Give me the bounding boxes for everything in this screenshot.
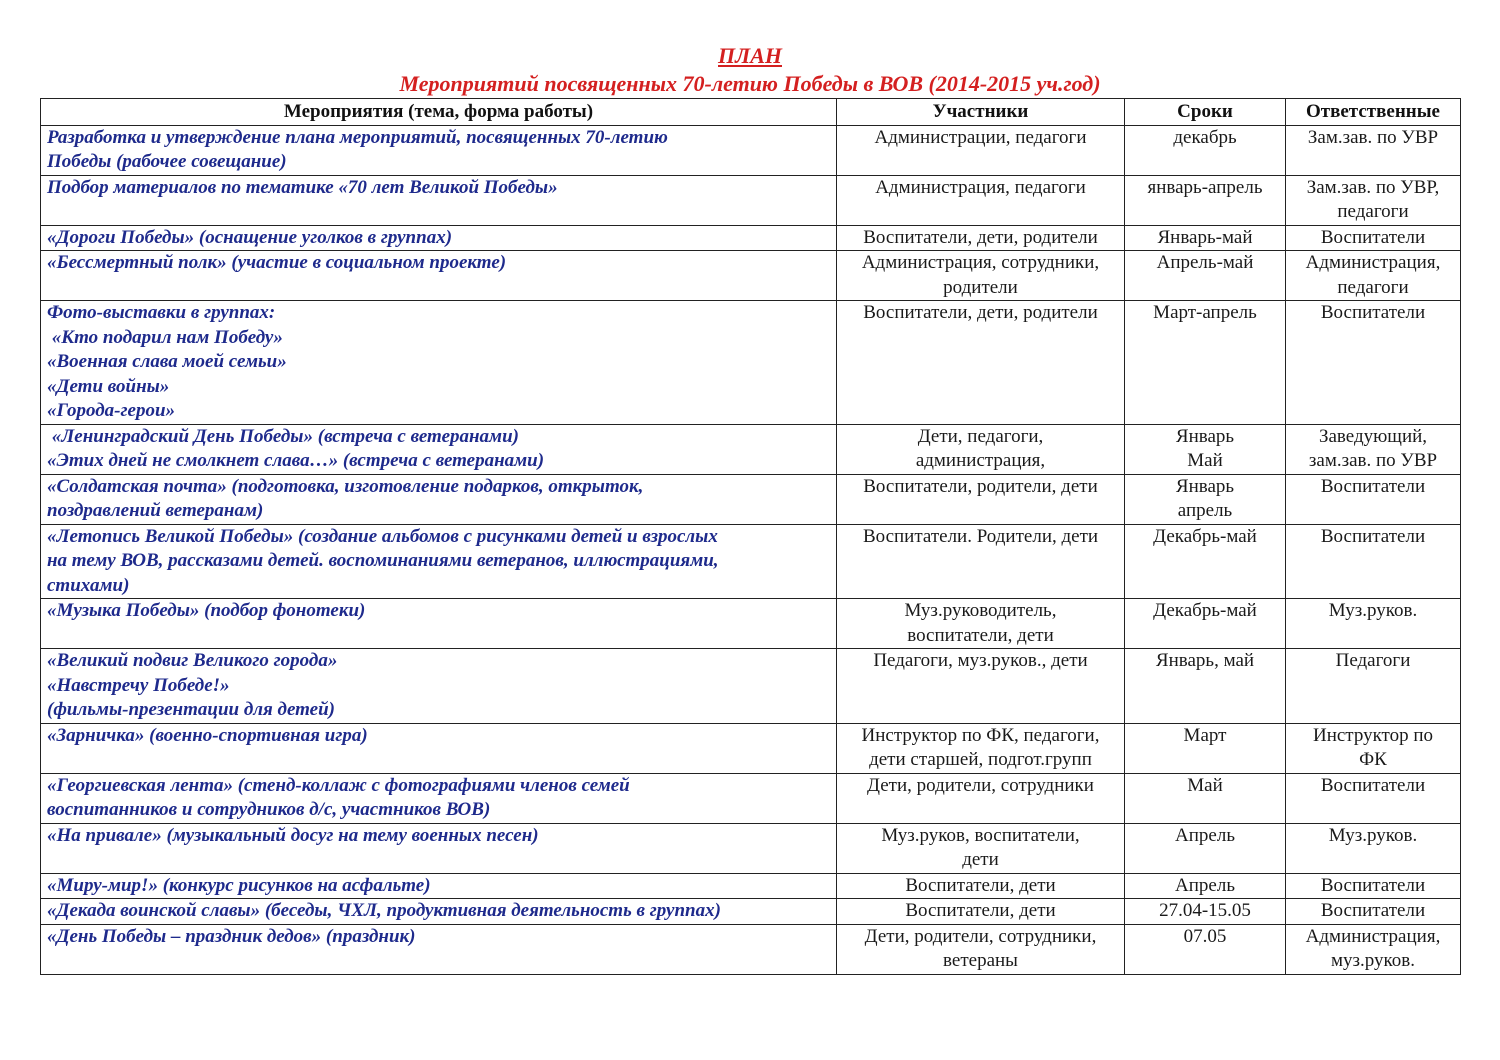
dates-line: Январь, май xyxy=(1155,650,1255,671)
dates-line: Май xyxy=(1187,774,1223,796)
participants-line: дети xyxy=(962,849,999,870)
responsible-line: Муз.руков. xyxy=(1328,824,1418,846)
table-row xyxy=(41,723,1461,773)
responsible-cell xyxy=(1286,474,1461,524)
participants-cell xyxy=(837,125,1125,175)
dates-line: 27.04-15.05 xyxy=(1159,900,1251,921)
event-line: «Летопись Великой Победы» (создание альбомов с рисунками детей и взрослых xyxy=(47,525,718,547)
responsible-cell xyxy=(1286,649,1461,724)
dates-line: Апрель xyxy=(1175,874,1235,896)
participants-line: ветераны xyxy=(943,950,1018,971)
responsible-line: муз.руков. xyxy=(1330,950,1415,971)
table-row xyxy=(41,474,1461,524)
responsible-line: Воспитатели xyxy=(1320,475,1426,497)
participants-line: Муз.руков, воспитатели, xyxy=(881,824,1080,846)
event-cell xyxy=(41,649,837,724)
event-line: «Миру-мир!» (конкурс рисунков на асфальте) xyxy=(47,874,431,896)
event-line: «Этих дней не смолкнет слава…» (встреча с ветеранами) xyxy=(47,450,545,471)
responsible-cell xyxy=(1286,924,1461,974)
responsible-line: Заведующий, xyxy=(1318,425,1428,447)
participants-line: Воспитатели, дети, родители xyxy=(863,302,1098,323)
participants-cell xyxy=(837,823,1125,873)
table-row xyxy=(41,251,1461,301)
event-cell xyxy=(41,599,837,649)
dates-cell xyxy=(1125,899,1286,925)
responsible-cell xyxy=(1286,599,1461,649)
responsible-cell xyxy=(1286,175,1461,225)
dates-cell xyxy=(1125,251,1286,301)
event-line: «Города-герои» xyxy=(47,400,176,421)
table-row xyxy=(41,301,1461,425)
dates-line: 07.05 xyxy=(1183,925,1227,947)
responsible-cell xyxy=(1286,251,1461,301)
dates-cell xyxy=(1125,474,1286,524)
responsible-line: Администрация, xyxy=(1305,925,1441,947)
responsible-line: Воспитатели xyxy=(1320,226,1426,248)
event-cell xyxy=(41,924,837,974)
event-cell xyxy=(41,823,837,873)
dates-cell xyxy=(1125,649,1286,724)
participants-line: Администрация, педагоги xyxy=(875,176,1086,198)
responsible-line: Воспитатели xyxy=(1320,774,1426,796)
participants-line: Воспитатели, дети, родители xyxy=(863,226,1098,248)
responsible-cell xyxy=(1286,125,1461,175)
responsible-line: Воспитатели xyxy=(1320,525,1426,547)
table-row xyxy=(41,524,1461,599)
dates-cell xyxy=(1125,225,1286,251)
responsible-cell xyxy=(1286,899,1461,925)
responsible-line: ФК xyxy=(1359,749,1387,770)
table-row xyxy=(41,924,1461,974)
participants-line: Дети, родители, сотрудники, xyxy=(864,925,1097,947)
participants-line: воспитатели, дети xyxy=(907,624,1054,646)
dates-line: декабрь xyxy=(1173,126,1237,148)
responsible-line: Администрация, xyxy=(1305,252,1441,273)
event-line: «Декада воинской славы» (беседы, ЧХЛ, продуктивная деятельность в группах) xyxy=(47,900,721,921)
dates-line: апрель xyxy=(1177,500,1233,521)
responsible-line: педагоги xyxy=(1337,201,1409,222)
event-line: «Зарничка» (военно-спортивная игра) xyxy=(47,724,368,746)
participants-cell xyxy=(837,773,1125,823)
events-plan-table xyxy=(40,98,1461,975)
table-header-row xyxy=(41,99,1461,126)
participants-cell xyxy=(837,723,1125,773)
dates-cell xyxy=(1125,599,1286,649)
document-subtitle: Мероприятий посвященных 70-летию Победы в ВОВ (2014-2015 уч.год) xyxy=(399,71,1101,96)
dates-line: Май xyxy=(1187,450,1223,471)
participants-cell xyxy=(837,924,1125,974)
header-dates: Сроки xyxy=(1125,99,1286,126)
responsible-cell xyxy=(1286,424,1461,474)
responsible-line: Зам.зав. по УВР, xyxy=(1306,176,1440,198)
participants-line: Воспитатели. Родители, дети xyxy=(862,525,1099,547)
dates-cell xyxy=(1125,125,1286,175)
dates-cell xyxy=(1125,924,1286,974)
participants-cell xyxy=(837,474,1125,524)
event-line: «День Победы – праздник дедов» (праздник) xyxy=(47,925,416,947)
responsible-line: Воспитатели xyxy=(1320,900,1426,921)
header-participants: Участники xyxy=(837,99,1125,126)
participants-line: дети старшей, подгот.групп xyxy=(869,749,1092,770)
event-cell xyxy=(41,873,837,899)
dates-line: Январь xyxy=(1175,475,1235,497)
responsible-line: Педагоги xyxy=(1335,650,1411,671)
event-cell xyxy=(41,723,837,773)
responsible-cell xyxy=(1286,873,1461,899)
participants-cell xyxy=(837,899,1125,925)
participants-line: Инструктор по ФК, педагоги, xyxy=(861,724,1100,746)
table-row xyxy=(41,175,1461,225)
dates-cell xyxy=(1125,424,1286,474)
participants-cell xyxy=(837,424,1125,474)
dates-line: Апрель-май xyxy=(1156,252,1254,273)
participants-cell xyxy=(837,301,1125,425)
participants-line: Дети, родители, сотрудники xyxy=(867,774,1094,796)
event-cell xyxy=(41,251,837,301)
event-line: «Солдатская почта» (подготовка, изготовление подарков, открыток, xyxy=(47,475,644,497)
event-line: Разработка и утверждение плана мероприятий, посвященных 70-летию xyxy=(47,126,668,148)
table-row xyxy=(41,225,1461,251)
event-cell xyxy=(41,424,837,474)
event-cell xyxy=(41,301,837,425)
dates-cell xyxy=(1125,823,1286,873)
participants-line: Администрации, педагоги xyxy=(874,126,1087,148)
dates-line: январь-апрель xyxy=(1147,176,1263,198)
event-line: «Военная слава моей семьи» xyxy=(47,351,287,372)
event-line: «Великий подвиг Великого города» xyxy=(47,650,338,671)
participants-cell xyxy=(837,873,1125,899)
responsible-cell xyxy=(1286,524,1461,599)
document-header xyxy=(0,42,1500,98)
event-line: «Музыка Победы» (подбор фонотеки) xyxy=(47,600,366,621)
table-row xyxy=(41,899,1461,925)
event-cell xyxy=(41,474,837,524)
event-line: Победы (рабочее совещание) xyxy=(47,151,287,172)
responsible-line: Воспитатели xyxy=(1320,874,1426,896)
participants-cell xyxy=(837,225,1125,251)
event-cell xyxy=(41,125,837,175)
event-line: «Дети войны» xyxy=(47,375,170,397)
participants-line: Воспитатели, родители, дети xyxy=(863,475,1098,497)
dates-cell xyxy=(1125,873,1286,899)
responsible-cell xyxy=(1286,225,1461,251)
dates-cell xyxy=(1125,524,1286,599)
table-row xyxy=(41,649,1461,724)
event-cell xyxy=(41,524,837,599)
dates-line: Декабрь-май xyxy=(1153,525,1257,547)
responsible-line: Инструктор по xyxy=(1312,724,1434,746)
participants-line: администрация, xyxy=(915,450,1046,471)
participants-line: Воспитатели, дети xyxy=(905,874,1056,896)
event-line: Фото-выставки в группах: xyxy=(47,302,276,323)
participants-line: Дети, педагоги, xyxy=(917,425,1044,447)
participants-line: Администрация, сотрудники, xyxy=(861,252,1100,273)
event-line: «Дороги Победы» (оснащение уголков в группах) xyxy=(47,226,453,248)
participants-cell xyxy=(837,251,1125,301)
dates-line: Декабрь-май xyxy=(1153,600,1257,621)
event-line: «Навстречу Победе!» xyxy=(47,674,230,696)
dates-line: Январь xyxy=(1175,425,1235,447)
responsible-line: Зам.зав. по УВР xyxy=(1307,126,1439,148)
participants-line: Воспитатели, дети xyxy=(905,900,1056,921)
dates-cell xyxy=(1125,301,1286,425)
responsible-line: Воспитатели xyxy=(1320,302,1426,323)
header-events: Мероприятия (тема, форма работы) xyxy=(41,99,837,126)
document-title: ПЛАН xyxy=(718,43,782,68)
event-line: Подбор материалов по тематике «70 лет Великой Победы» xyxy=(47,176,558,198)
event-cell xyxy=(41,899,837,925)
header-responsible: Ответственные xyxy=(1286,99,1461,126)
event-line: «Кто подарил нам Победу» xyxy=(47,326,283,348)
responsible-cell xyxy=(1286,301,1461,425)
responsible-line: педагоги xyxy=(1337,276,1409,298)
responsible-cell xyxy=(1286,823,1461,873)
event-line: стихами) xyxy=(47,574,130,596)
dates-line: Март-апрель xyxy=(1153,302,1257,323)
table-row xyxy=(41,424,1461,474)
event-line: воспитанников и сотрудников д/с, участников ВОВ) xyxy=(47,799,491,820)
dates-line: Январь-май xyxy=(1157,226,1253,248)
table-row xyxy=(41,125,1461,175)
participants-line: родители xyxy=(943,276,1018,298)
event-line: «Бессмертный полк» (участие в социальном проекте) xyxy=(47,252,507,273)
event-line: на тему ВОВ, рассказами детей. воспоминаниями ветеранов, иллюстрациями, xyxy=(47,550,719,571)
responsible-line: зам.зав. по УВР xyxy=(1308,450,1438,471)
table-row xyxy=(41,599,1461,649)
table-row xyxy=(41,773,1461,823)
event-cell xyxy=(41,175,837,225)
dates-line: Апрель xyxy=(1175,824,1235,846)
table-row xyxy=(41,873,1461,899)
event-cell xyxy=(41,225,837,251)
table-row xyxy=(41,823,1461,873)
event-line: «На привале» (музыкальный досуг на тему военных песен) xyxy=(47,824,539,846)
event-line: «Ленинградский День Победы» (встреча с ветеранами) xyxy=(47,425,519,447)
dates-line: Март xyxy=(1183,724,1227,746)
participants-cell xyxy=(837,524,1125,599)
dates-cell xyxy=(1125,175,1286,225)
event-cell xyxy=(41,773,837,823)
event-line: (фильмы-презентации для детей) xyxy=(47,699,336,720)
participants-cell xyxy=(837,175,1125,225)
responsible-line: Муз.руков. xyxy=(1328,600,1418,621)
table-body xyxy=(41,125,1461,974)
participants-line: Педагоги, муз.руков., дети xyxy=(873,650,1088,671)
responsible-cell xyxy=(1286,723,1461,773)
dates-cell xyxy=(1125,723,1286,773)
dates-cell xyxy=(1125,773,1286,823)
event-line: поздравлений ветеранам) xyxy=(47,500,264,521)
responsible-cell xyxy=(1286,773,1461,823)
participants-cell xyxy=(837,649,1125,724)
event-line: «Георгиевская лента» (стенд-коллаж с фотографиями членов семей xyxy=(47,774,630,796)
participants-cell xyxy=(837,599,1125,649)
participants-line: Муз.руководитель, xyxy=(904,600,1057,621)
